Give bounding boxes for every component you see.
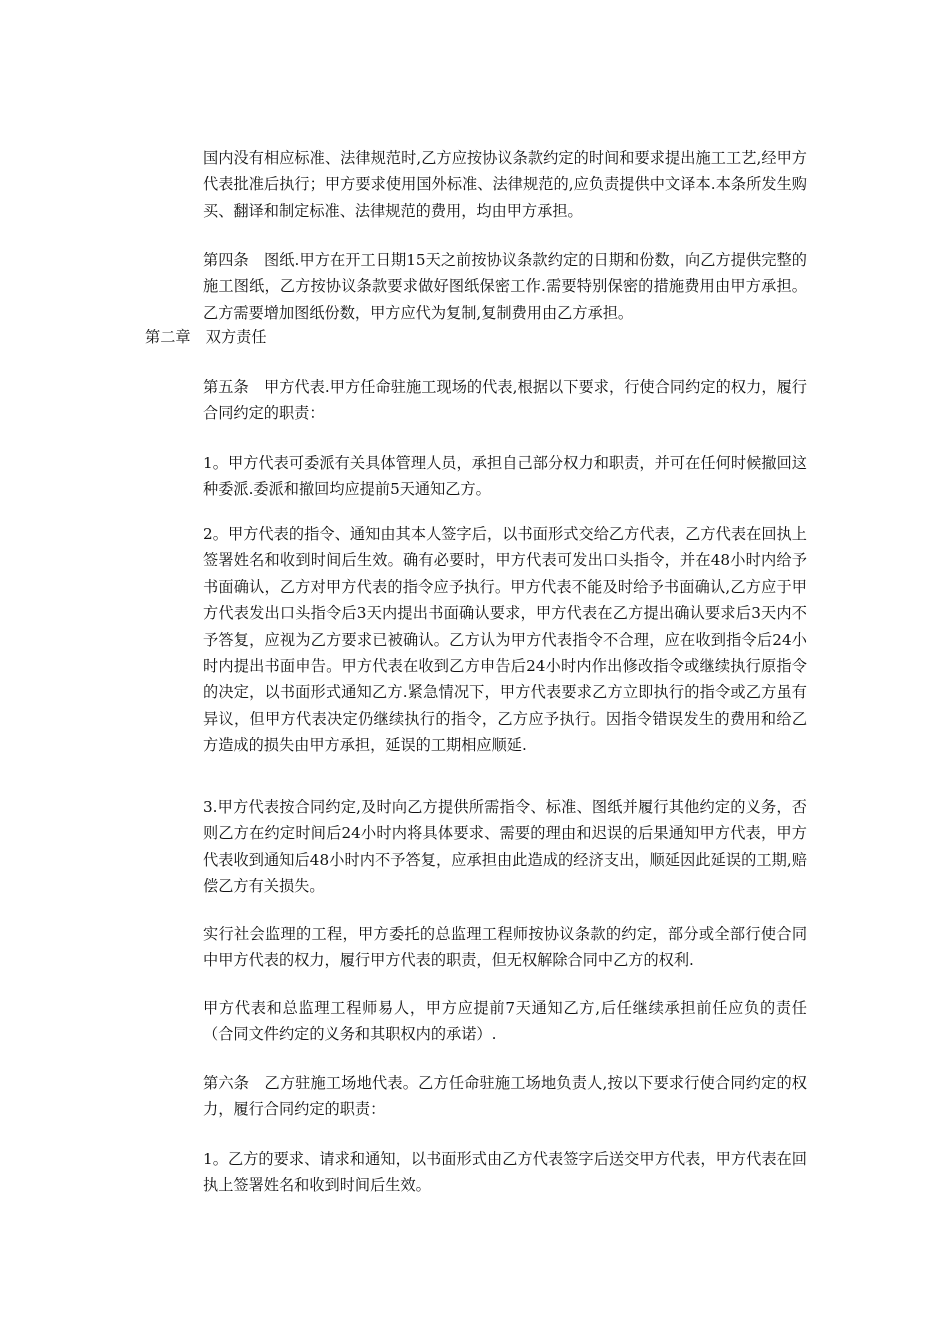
chapter-heading-2: 第二章 双方责任 (145, 328, 267, 346)
paragraph-article-6-item-1: 1。乙方的要求、请求和通知，以书面形式由乙方代表签字后送交甲方代表，甲方代表在回执上签署姓名和收到时间后生效。 (203, 1150, 807, 1195)
paragraph-article-5: 第五条 甲方代表.甲方任命驻施工现场的代表,根据以下要求，行使合同约定的权力，履行合同约定的职责： (203, 378, 807, 423)
paragraph-representative-change: 甲方代表和总监理工程师易人，甲方应提前7天通知乙方,后任继续承担前任应负的责任（合同文件约定的义务和其职权内的承诺）. (203, 999, 807, 1044)
paragraph-article-5-item-2: 2。甲方代表的指令、通知由其本人签字后，以书面形式交给乙方代表，乙方代表在回执上签署姓名和收到时间后生效。确有必要时，甲方代表可发出口头指令，并在48小时内给予书面确认，乙方对甲方代表的指令应予执行。甲方代表不能及时给予书面确认,乙方应于甲方代表发出口头指令后3天内提出书面确认要求，甲方代表在乙方提出确认要求后3天内不予答复，应视为乙方要求已被确认。乙方认为甲方代表指令不合理，应在收到指令后24小时内提出书面申告。甲方代表在收到乙方申告后24小时内作出修改指令或继续执行原指令的决定，以书面形式通知乙方.紧急情况下，甲方代表要求乙方立即执行的指令或乙方虽有异议，但甲方代表决定仍继续执行的指令，乙方应予执行。因指令错误发生的费用和给乙方造成的损失由甲方承担，延误的工期相应顺延. (203, 525, 807, 755)
paragraph-supervision: 实行社会监理的工程，甲方委托的总监理工程师按协议条款的约定，部分或全部行使合同中甲方代表的权力，履行甲方代表的职责，但无权解除合同中乙方的权利. (203, 925, 807, 970)
paragraph-article-6: 第六条 乙方驻施工场地代表。乙方任命驻施工场地负责人,按以下要求行使合同约定的权力，履行合同约定的职责： (203, 1074, 807, 1119)
paragraph-standards: 国内没有相应标准、法律规范时,乙方应按协议条款约定的时间和要求提出施工工艺,经甲方代表批准后执行；甲方要求使用国外标准、法律规范的,应负责提供中文译本.本条所发生购买、翻译和制定标准、法律规范的费用，均由甲方承担。 (203, 149, 807, 220)
paragraph-article-5-item-1: 1。甲方代表可委派有关具体管理人员，承担自己部分权力和职责，并可在任何时候撤回这种委派.委派和撤回均应提前5天通知乙方。 (203, 454, 807, 499)
paragraph-article-4-drawings: 第四条 图纸.甲方在开工日期15天之前按协议条款约定的日期和份数，向乙方提供完整的施工图纸，乙方按协议条款要求做好图纸保密工作.需要特别保密的措施费用由甲方承担。乙方需要增加图纸份数，甲方应代为复制,复制费用由乙方承担。 (203, 251, 807, 322)
paragraph-article-5-item-3: 3.甲方代表按合同约定,及时向乙方提供所需指令、标准、图纸并履行其他约定的义务，否则乙方在约定时间后24小时内将具体要求、需要的理由和迟误的后果通知甲方代表，甲方代表收到通知后48小时内不予答复，应承担由此造成的经济支出，顺延因此延误的工期,赔偿乙方有关损失。 (203, 798, 807, 896)
